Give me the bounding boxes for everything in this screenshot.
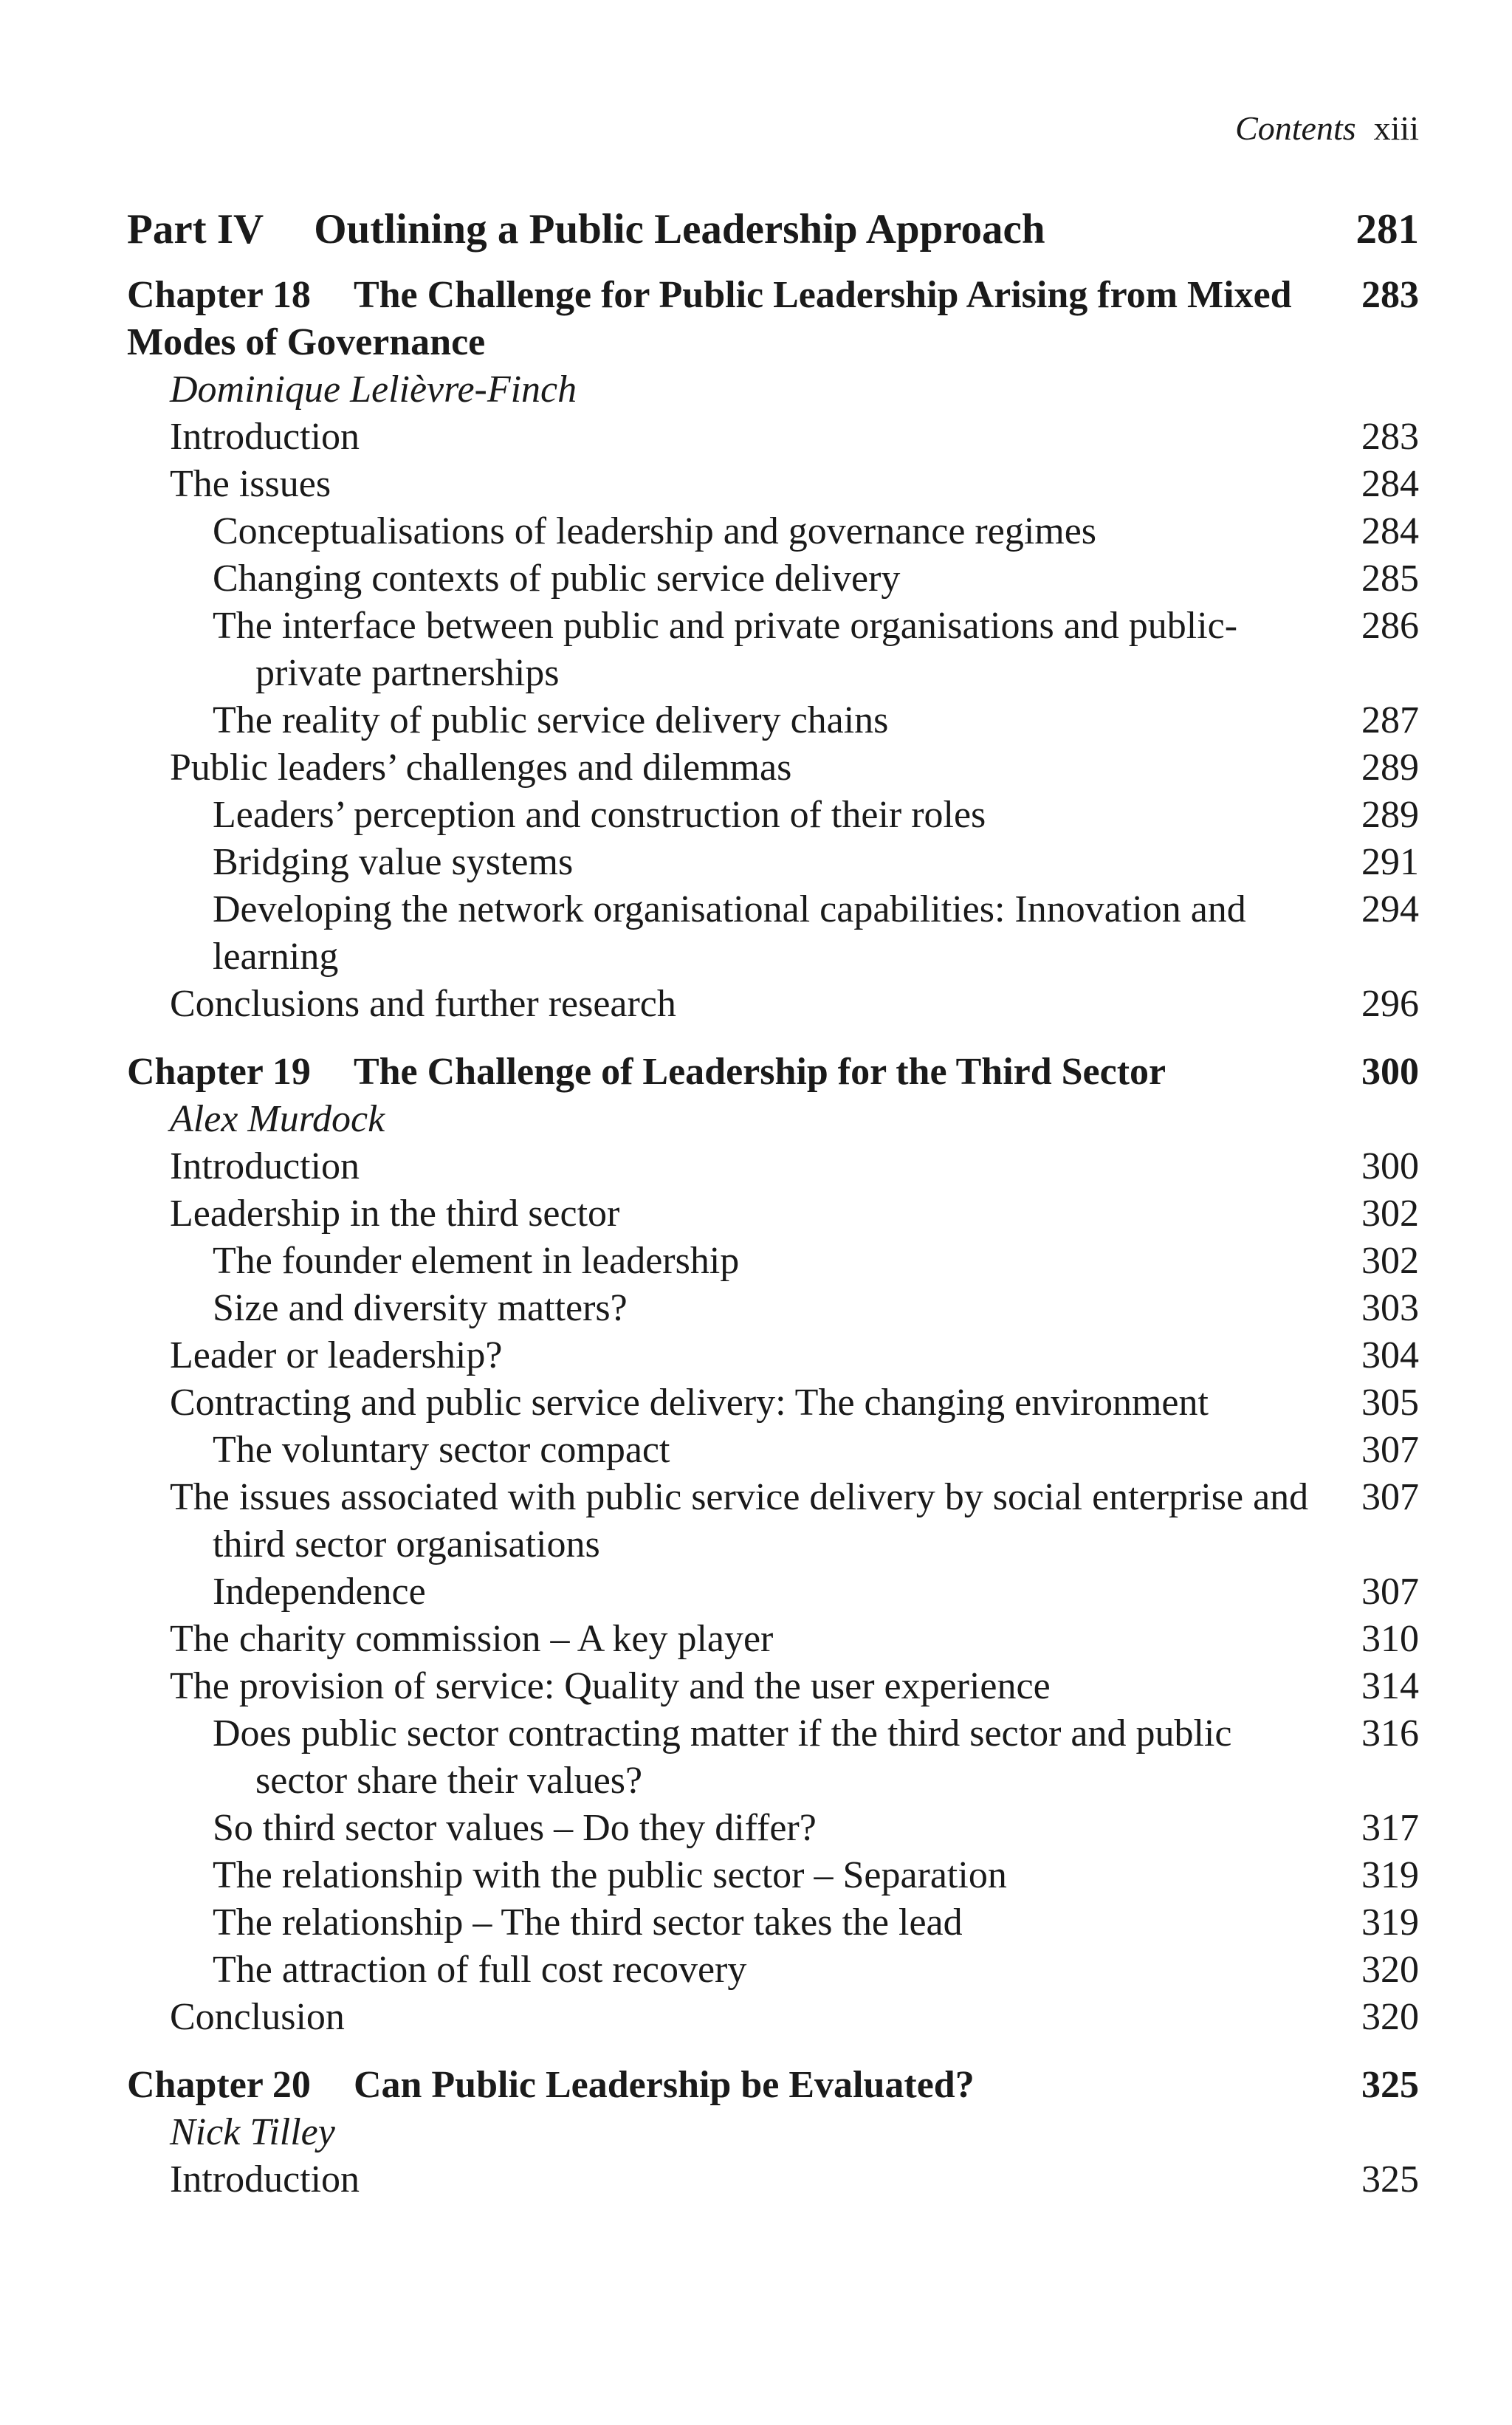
- table-of-contents: [127, 199, 1419, 2203]
- toc-entry: [127, 1190, 1419, 1238]
- toc-entry-text: Conclusions and further research: [170, 983, 676, 1025]
- toc-entry-text: Contracting and public service delivery: The changing environment: [170, 1382, 1209, 1424]
- toc-entry-text: Public leaders’ challenges and dilemmas: [170, 747, 792, 789]
- toc-subentry: [127, 1427, 1419, 1474]
- toc-subentry: [127, 1710, 1419, 1805]
- toc-entry-text: Changing contexts of public service delivery: [213, 558, 901, 600]
- toc-entry-page: 319: [1361, 1901, 1419, 1944]
- toc-entry-page: 287: [1361, 699, 1419, 741]
- toc-entry: [127, 1332, 1419, 1379]
- toc-entry-page: 316: [1361, 1712, 1419, 1755]
- toc-entry-text: The relationship – The third sector takes the lead: [213, 1901, 963, 1944]
- toc-subentry: [127, 1899, 1419, 1946]
- toc-entry-text: Leaders’ perception and construction of their roles: [213, 794, 986, 836]
- toc-entry-text: Introduction: [170, 416, 360, 458]
- part-title: Outlining a Public Leadership Approach: [314, 206, 1045, 253]
- toc-subentry: [127, 1946, 1419, 1994]
- toc-entry-page: 296: [1361, 983, 1419, 1025]
- part-heading: [127, 204, 1419, 255]
- toc-entry: [127, 2156, 1419, 2203]
- toc-entry-page: 310: [1361, 1618, 1419, 1660]
- toc-entry-page: 325: [1361, 2158, 1419, 2201]
- chapter-title: Can Public Leadership be Evaluated?: [353, 2064, 975, 2106]
- toc-subentry: [127, 1238, 1419, 1285]
- toc-entry-page: 305: [1361, 1382, 1419, 1424]
- toc-subentry: [127, 1285, 1419, 1332]
- toc-entry-page: 307: [1361, 1571, 1419, 1613]
- chapter-author: Dominique Lelièvre-Finch: [170, 368, 577, 411]
- toc-entry-page: 320: [1361, 1949, 1419, 1991]
- toc-entry-page: 320: [1361, 1996, 1419, 2038]
- toc-subentry: [127, 603, 1419, 697]
- toc-entry-page: 317: [1361, 1807, 1419, 1849]
- chapter-heading: [127, 2062, 1419, 2109]
- toc-entry-page: 314: [1361, 1665, 1419, 1707]
- running-head-title: Contents: [1235, 109, 1356, 147]
- toc-entry-text: So third sector values – Do they differ?: [213, 1807, 817, 1849]
- part-page-number: 281: [1355, 206, 1419, 253]
- toc-entry: [127, 1379, 1419, 1427]
- running-head: [1235, 108, 1419, 149]
- toc-entry: [127, 1616, 1419, 1663]
- toc-entry-page: 289: [1361, 747, 1419, 789]
- toc-entry-page: 284: [1361, 510, 1419, 552]
- toc-entry-text: Leadership in the third sector: [170, 1193, 620, 1235]
- chapter-title: The Challenge for Public Leadership Arising from Mixed Modes of Governance: [127, 274, 1292, 363]
- toc-subentry: [127, 886, 1419, 981]
- chapter-page-number: 283: [1361, 274, 1419, 316]
- chapter-heading: [127, 272, 1419, 366]
- toc-subentry: [127, 1805, 1419, 1852]
- chapter-label: Chapter 20: [127, 2064, 311, 2106]
- toc-entry-text: The relationship with the public sector – Separation: [213, 1854, 1007, 1896]
- toc-entry: [127, 744, 1419, 792]
- toc-entry-text: The interface between public and private organisations and public-private partnerships: [213, 605, 1238, 694]
- toc-entry-page: 307: [1361, 1476, 1419, 1518]
- toc-subentry: [127, 508, 1419, 555]
- chapter-title: The Challenge of Leadership for the Third Sector: [353, 1051, 1166, 1093]
- toc-entry-page: 302: [1361, 1240, 1419, 1282]
- toc-entry-page: 289: [1361, 794, 1419, 836]
- toc-entry-text: The charity commission – A key player: [170, 1618, 774, 1660]
- toc-entry: [127, 461, 1419, 508]
- toc-entry: [127, 981, 1419, 1028]
- chapter-label: Chapter 18: [127, 274, 311, 316]
- toc-entry-text: The reality of public service delivery chains: [213, 699, 889, 741]
- toc-entry: [127, 1994, 1419, 2041]
- toc-entry-text: Independence: [213, 1571, 426, 1613]
- chapter-page-number: 325: [1361, 2064, 1419, 2106]
- toc-entry-page: 307: [1361, 1429, 1419, 1471]
- toc-entry-text: Leader or leadership?: [170, 1334, 503, 1376]
- toc-entry-page: 303: [1361, 1287, 1419, 1329]
- toc-entry-page: 291: [1361, 841, 1419, 883]
- toc-entry-page: 284: [1361, 463, 1419, 505]
- toc-entry-text: Introduction: [170, 2158, 360, 2201]
- toc-entry-page: 286: [1361, 605, 1419, 647]
- toc-entry-page: 300: [1361, 1145, 1419, 1187]
- toc-entry-text: The issues: [170, 463, 331, 505]
- toc-entry-text: Conceptualisations of leadership and governance regimes: [213, 510, 1097, 552]
- toc-entry-text: Developing the network organisational capabilities: Innovation and learning: [213, 888, 1246, 978]
- toc-entry-page: 304: [1361, 1334, 1419, 1376]
- chapter-author: Alex Murdock: [170, 1098, 385, 1140]
- toc-entry-text: Size and diversity matters?: [213, 1287, 628, 1329]
- toc-subentry: [127, 792, 1419, 839]
- toc-entry-text: Introduction: [170, 1145, 360, 1187]
- toc-entry-page: 319: [1361, 1854, 1419, 1896]
- toc-subentry: [127, 1568, 1419, 1616]
- toc-entry-page: 283: [1361, 416, 1419, 458]
- toc-entry-text: The provision of service: Quality and the user experience: [170, 1665, 1051, 1707]
- toc-entry-text: The issues associated with public service delivery by social enterprise and third sector organisations: [170, 1476, 1309, 1565]
- toc-entry-text: Conclusion: [170, 1996, 345, 2038]
- toc-subentry: [127, 839, 1419, 886]
- toc-entry: [127, 1474, 1419, 1568]
- toc-entry-text: Does public sector contracting matter if the third sector and public sector share their values?: [213, 1712, 1232, 1802]
- toc-entry-text: The voluntary sector compact: [213, 1429, 670, 1471]
- toc-entry-text: The attraction of full cost recovery: [213, 1949, 747, 1991]
- toc-entry: [127, 1143, 1419, 1190]
- toc-entry-page: 302: [1361, 1193, 1419, 1235]
- toc-entry-page: 285: [1361, 558, 1419, 600]
- part-label: Part IV: [127, 206, 264, 253]
- toc-entry-text: The founder element in leadership: [213, 1240, 740, 1282]
- chapter-heading: [127, 1049, 1419, 1096]
- toc-entry-text: Bridging value systems: [213, 841, 574, 883]
- toc-subentry: [127, 697, 1419, 744]
- toc-subentry: [127, 555, 1419, 603]
- chapter-label: Chapter 19: [127, 1051, 311, 1093]
- toc-entry: [127, 414, 1419, 461]
- toc-entry: [127, 1663, 1419, 1710]
- toc-entry-page: 294: [1361, 888, 1419, 930]
- running-head-page-number: xiii: [1373, 109, 1419, 147]
- chapter-page-number: 300: [1361, 1051, 1419, 1093]
- toc-subentry: [127, 1852, 1419, 1899]
- chapter-author: Nick Tilley: [170, 2111, 335, 2153]
